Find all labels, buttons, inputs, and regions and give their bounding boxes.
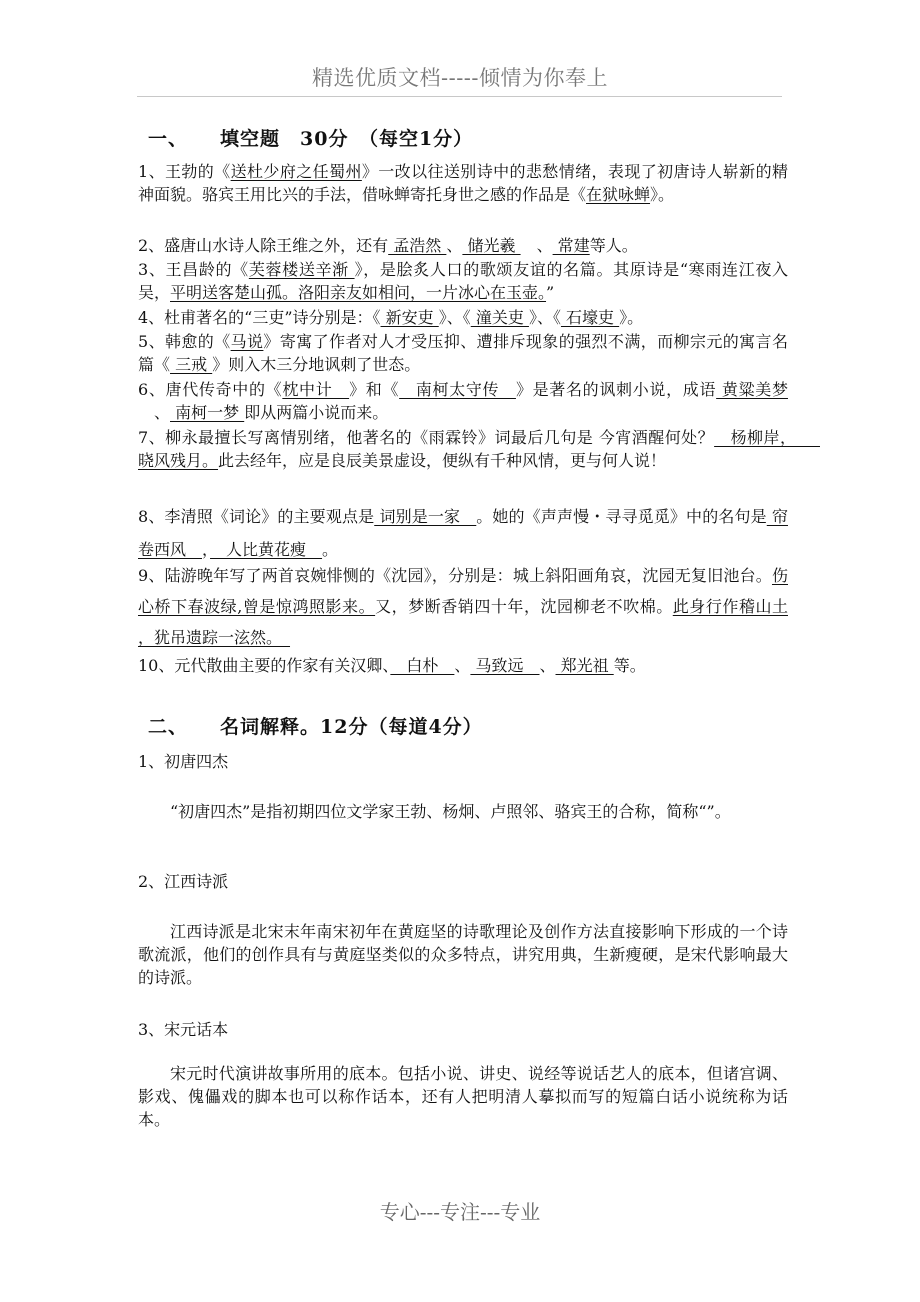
answer-blank: 帘卷西风 [138, 507, 788, 559]
section-2-title: 名词解释。12分（每道4分） [220, 716, 483, 738]
answer-blank: 平明送客楚山孤。洛阳亲友如相问，一片冰心在玉壶。 [170, 283, 547, 302]
answer-blank: 枕中计 [282, 380, 350, 399]
term-3-title: 3、宋元话本 [138, 1020, 229, 1039]
answer-blank: 潼关吏 [470, 308, 529, 327]
section-2-heading [148, 712, 483, 739]
question-4: 4、杜甫著名的“三吏”诗分别是：《 新安吏 》、《 潼关吏 》、《 石壕吏 》。 [138, 308, 644, 327]
question-9: 9、陆游晚年写了两首哀婉悱恻的《沈园》，分别是：城上斜阳画角哀，沈园无复旧池台。伤心桥下春波绿,曾是惊鸿照影来。又，梦断香销四十年，沈园柳老不吹棉。此身行作稽山土 ，犹吊遗踪一泫然。 [138, 566, 788, 647]
section-1-number: 一、 [148, 128, 189, 150]
answer-blank: 南柯一梦 [170, 403, 245, 422]
answer-blank: 词别是一家 [374, 507, 477, 526]
answer-blank: 送杜少府之任蜀州 [230, 162, 362, 181]
answer-blank: 此身行作稽山土 ，犹吊遗踪一泫然。 [138, 597, 788, 647]
page-footer: 专心---专注---专业 [379, 1200, 541, 1224]
question-6: 6、唐代传奇中的《枕中计 》和《 南柯太守传 》是著名的讽刺小说，成语 黄粱美梦 、 南柯一梦 即从两篇小说而来。 [138, 380, 788, 422]
answer-blank: 常建 [552, 236, 590, 255]
answer-blank: 储光羲 [462, 236, 521, 255]
term-2-title: 2、江西诗派 [138, 872, 229, 891]
question-2: 2、盛唐山水诗人除王维之外，还有 孟浩然 、 储光羲 、 常建等人。 [138, 236, 638, 255]
answer-blank: 南柯太守传 [399, 380, 516, 399]
answer-blank: 在狱咏蝉 [586, 185, 651, 204]
answer-blank: 新安吏 [380, 308, 439, 327]
answer-blank: 三戒 [170, 355, 213, 374]
answer-blank: 马说 [230, 332, 264, 351]
question-10: 10、元代散曲主要的作家有关汉卿、 白朴 、 马致远 、 郑光祖 等。 [138, 656, 646, 675]
section-2-number: 二、 [148, 716, 189, 738]
answer-blank: 人比黄花瘦 [210, 540, 323, 559]
section-1-title: 填空题 30分 （每空1分） [220, 128, 474, 150]
question-1: 1、王勃的《送杜少府之任蜀州》一改以往送别诗中的悲愁情绪，表现了初唐诗人崭新的精神面貌。骆宾王用比兴的手法，借咏蝉寄托身世之感的作品是《在狱咏蝉》。 [138, 162, 788, 204]
answer-blank: 石壕吏 [560, 308, 620, 327]
answer-blank: 伤心桥下春波绿,曾是惊鸿照影来。 [138, 566, 788, 616]
question-5: 5、韩愈的《马说》寄寓了作者对人才受压抑、遭排斥现象的强烈不满，而柳宗元的寓言名篇《 三戒 》则入木三分地讽刺了世态。 [138, 332, 788, 374]
answer-blank: 芙蓉楼送辛渐 [248, 260, 355, 279]
term-2-body: 江西诗派是北宋末年南宋初年在黄庭坚的诗歌理论及创作方法直接影响下形成的一个诗歌流派，他们的创作具有与黄庭坚类似的众多特点，讲究用典，生新瘦硬，是宋代影响最大的诗派。 [138, 922, 788, 987]
question-7: 7、柳永最擅长写离情别绪，他著名的《雨霖铃》词最后几句是 今宵酒醒何处？ 杨柳岸， 晓风残月。此去经年，应是良辰美景虚设，便纵有千种风情，更与何人说！ [138, 428, 820, 470]
section-1-heading [148, 124, 473, 151]
answer-blank: 杨柳岸， 晓风残月。 [138, 428, 820, 470]
header-divider [137, 96, 782, 97]
answer-blank: 郑光祖 [555, 656, 614, 675]
question-8: 8、李清照《词论》的主要观点是 词别是一家 。她的《声声慢・寻寻觅觅》中的名句是 帘卷西风 ， 人比黄花瘦 。 [138, 507, 788, 559]
question-3: 3、王昌龄的《芙蓉楼送辛渐 》，是脍炙人口的歌颂友谊的名篇。其原诗是“寒雨连江夜入吴，平明送客楚山孤。洛阳亲友如相问，一片冰心在玉壶。” [138, 260, 788, 302]
term-1-body: “初唐四杰”是指初期四位文学家王勃、杨炯、卢照邻、骆宾王的合称，简称“”。 [170, 802, 731, 821]
term-1-title: 1、初唐四杰 [138, 752, 229, 771]
page-header: 精选优质文档-----倾情为你奉上 [312, 66, 608, 90]
answer-blank: 白朴 [390, 656, 455, 675]
answer-blank: 马致远 [470, 656, 540, 675]
answer-blank: 黄粱美梦 [716, 380, 788, 399]
answer-blank: 孟浩然 [388, 236, 447, 255]
term-3-body: 宋元时代演讲故事所用的底本。包括小说、讲史、说经等说话艺人的底本，但诸宫调、影戏、傀儡戏的脚本也可以称作话本，还有人把明清人摹拟而写的短篇白话小说统称为话本。 [138, 1064, 788, 1129]
